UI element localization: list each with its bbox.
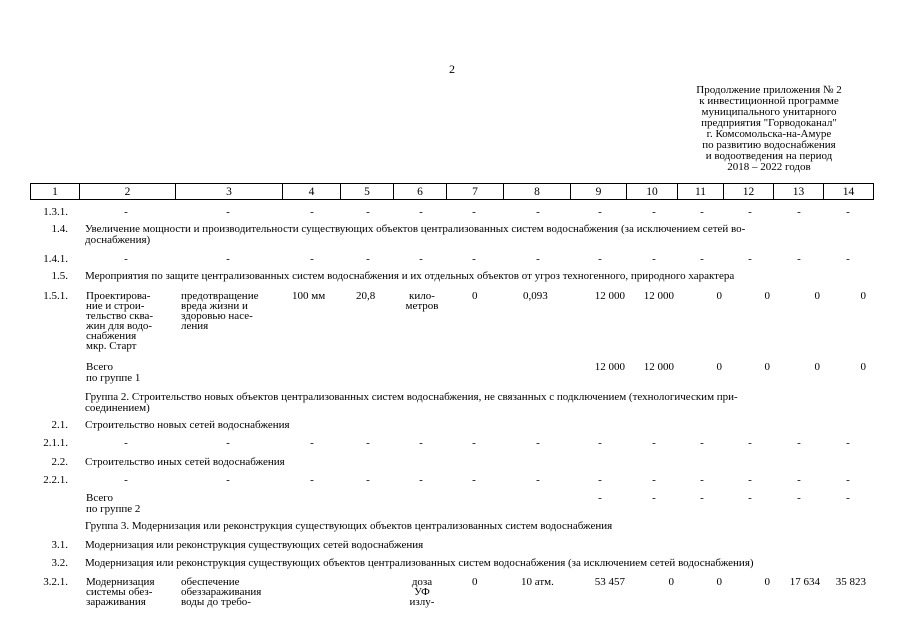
- empty-dash: -: [700, 437, 704, 449]
- text-line: обеспечение: [181, 576, 240, 588]
- empty-dash: -: [226, 206, 230, 218]
- empty-dash: -: [748, 474, 752, 486]
- empty-dash: -: [652, 474, 656, 486]
- empty-dash: -: [536, 206, 540, 218]
- empty-dash: -: [472, 253, 476, 265]
- appendix-line: и водоотведения на период: [705, 150, 833, 162]
- empty-dash: -: [846, 492, 850, 504]
- empty-dash: -: [536, 437, 540, 449]
- empty-dash: -: [846, 253, 850, 265]
- cell-col8: 0,093: [523, 290, 548, 302]
- cell-col14: 35 823: [835, 576, 866, 588]
- empty-dash: -: [419, 437, 423, 449]
- empty-dash: -: [797, 206, 801, 218]
- cell-col5: 20,8: [356, 290, 376, 302]
- text-line: тельство сква-: [86, 310, 154, 322]
- column-header: 4: [283, 184, 341, 200]
- project-goal: [181, 291, 258, 331]
- row-number: 2.1.: [51, 419, 68, 431]
- empty-dash: -: [598, 253, 602, 265]
- empty-dash: -: [310, 474, 314, 486]
- empty-dash: -: [846, 437, 850, 449]
- empty-dash: -: [652, 206, 656, 218]
- appendix-line: к инвестиционной программе: [699, 95, 839, 107]
- text-line: метров: [405, 300, 439, 312]
- column-header: 13: [774, 184, 824, 200]
- column-header: 5: [341, 184, 394, 200]
- row-number: 1.4.1.: [43, 253, 68, 265]
- empty-dash: -: [748, 206, 752, 218]
- cell-col13: 17 634: [789, 576, 820, 588]
- empty-dash: -: [598, 474, 602, 486]
- empty-dash: -: [598, 492, 602, 504]
- cell-col7: 0: [472, 576, 478, 588]
- total-label-cont: по группе 1: [86, 372, 141, 384]
- cell-col12: 0: [764, 576, 770, 588]
- text-line: доза: [411, 576, 433, 588]
- empty-dash: -: [797, 437, 801, 449]
- cell-col11: 0: [716, 361, 722, 373]
- column-header: 6: [394, 184, 447, 200]
- row-number: 1.3.1.: [43, 206, 68, 218]
- empty-dash: -: [846, 474, 850, 486]
- cell-col11: 0: [716, 290, 722, 302]
- total-label: Всего: [86, 492, 113, 504]
- row-number: 3.1.: [51, 539, 68, 551]
- text-line: мкр. Старт: [86, 340, 137, 352]
- empty-dash: -: [700, 492, 704, 504]
- empty-dash: -: [748, 492, 752, 504]
- empty-dash: -: [652, 492, 656, 504]
- empty-dash: -: [472, 474, 476, 486]
- text-line: УФ: [414, 586, 430, 598]
- row-number: 2.2.: [51, 456, 68, 468]
- empty-dash: -: [598, 437, 602, 449]
- text-line: Модернизация: [86, 576, 155, 588]
- empty-dash: -: [366, 474, 370, 486]
- column-header: 11: [678, 184, 724, 200]
- appendix-line: муниципального унитарного: [701, 106, 837, 118]
- text-line: системы обез-: [86, 586, 153, 598]
- section-title: Модернизация или реконструкция существующих объектов централизованных систем водоснабжения (за исключением сетей водоснабжения): [85, 557, 754, 569]
- cell-col11: 0: [716, 576, 722, 588]
- project-name: [86, 291, 153, 351]
- text-line: зараживания: [86, 596, 146, 608]
- text-line: ние и строи-: [86, 300, 145, 312]
- cell-col4: 100 мм: [292, 290, 326, 302]
- section-title: Увеличение мощности и производительности существующих объектов централизованных систем водоснабжения (за исключением сетей во-: [85, 223, 746, 235]
- text-line: предотвращение: [181, 290, 259, 302]
- column-header: 10: [627, 184, 678, 200]
- row-number: 2.1.1.: [43, 437, 68, 449]
- text-line: обеззараживания: [181, 586, 262, 598]
- row-number: 1.5.1.: [43, 290, 68, 302]
- row-number: 2.2.1.: [43, 474, 68, 486]
- project-name: [86, 577, 155, 607]
- cell-col13: 0: [814, 290, 820, 302]
- row-number: 3.2.: [51, 557, 68, 569]
- empty-dash: -: [797, 474, 801, 486]
- cell-col8: 10 атм.: [521, 576, 554, 588]
- group-title-cont: соединением): [85, 402, 150, 414]
- cell-col14: 0: [860, 290, 866, 302]
- empty-dash: -: [310, 206, 314, 218]
- empty-dash: -: [536, 474, 540, 486]
- cell-col6: [397, 577, 447, 607]
- section-title: Строительство иных сетей водоснабжения: [85, 456, 285, 468]
- empty-dash: -: [652, 437, 656, 449]
- empty-dash: -: [124, 253, 128, 265]
- empty-dash: -: [419, 206, 423, 218]
- empty-dash: -: [748, 437, 752, 449]
- empty-dash: -: [124, 474, 128, 486]
- text-line: здоровью насе-: [181, 310, 253, 322]
- text-line: вреда жизни и: [181, 300, 248, 312]
- column-header: 14: [824, 184, 874, 200]
- total-label-cont: по группе 2: [86, 503, 141, 515]
- empty-dash: -: [700, 206, 704, 218]
- cell-col9: 12 000: [594, 361, 625, 373]
- column-header: 8: [504, 184, 571, 200]
- row-number: 3.2.1.: [43, 576, 68, 588]
- text-line: Проектирова-: [86, 290, 151, 302]
- column-header: 1: [31, 184, 80, 200]
- empty-dash: -: [472, 437, 476, 449]
- empty-dash: -: [226, 474, 230, 486]
- empty-dash: -: [652, 253, 656, 265]
- cell-col7: 0: [472, 290, 478, 302]
- appendix-line: предприятия "Горводоканал": [701, 117, 837, 129]
- text-line: ления: [181, 320, 209, 332]
- empty-dash: -: [226, 437, 230, 449]
- group-title: Группа 3. Модернизация или реконструкция существующих объектов централизованных систем водоснабжения: [85, 520, 613, 532]
- appendix-line: по развитию водоснабжения: [702, 139, 836, 151]
- column-header: 2: [80, 184, 176, 200]
- row-number: 1.4.: [51, 223, 68, 235]
- empty-dash: -: [419, 474, 423, 486]
- empty-dash: -: [124, 206, 128, 218]
- empty-dash: -: [846, 206, 850, 218]
- cell-col14: 0: [860, 361, 866, 373]
- appendix-line: г. Комсомольска-на-Амуре: [706, 128, 832, 140]
- cell-col12: 0: [764, 290, 770, 302]
- empty-dash: -: [124, 437, 128, 449]
- appendix-line: Продолжение приложения № 2: [696, 84, 842, 96]
- project-goal: [181, 577, 261, 607]
- column-header: 9: [571, 184, 627, 200]
- total-label: Всего: [86, 361, 113, 373]
- page-number: 2: [449, 62, 455, 76]
- empty-dash: -: [226, 253, 230, 265]
- text-line: снабжения: [86, 330, 137, 342]
- empty-dash: -: [748, 253, 752, 265]
- empty-dash: -: [598, 206, 602, 218]
- cell-col10: 12 000: [643, 361, 674, 373]
- empty-dash: -: [366, 437, 370, 449]
- column-header: 7: [447, 184, 504, 200]
- empty-dash: -: [472, 206, 476, 218]
- empty-dash: -: [797, 253, 801, 265]
- cell-col9: 53 457: [594, 576, 625, 588]
- section-title: Мероприятия по защите централизованных систем водоснабжения и их отдельных объектов от угроз техногенного, природного характера: [85, 270, 735, 282]
- cell-col10: 0: [668, 576, 674, 588]
- text-line: излу-: [409, 596, 435, 608]
- section-title: Модернизация или реконструкция существующих сетей водоснабжения: [85, 539, 424, 551]
- cell-col9: 12 000: [594, 290, 625, 302]
- empty-dash: -: [536, 253, 540, 265]
- empty-dash: -: [310, 253, 314, 265]
- section-title-cont: доснабжения): [85, 234, 151, 246]
- text-line: воды до требо-: [181, 596, 251, 608]
- empty-dash: -: [310, 437, 314, 449]
- column-header: 12: [724, 184, 774, 200]
- cell-col10: 12 000: [643, 290, 674, 302]
- group-title: Группа 2. Строительство новых объектов централизованных систем водоснабжения, не связанных с подключением (технологическим при-: [85, 391, 738, 403]
- cell-col6: [397, 291, 447, 311]
- empty-dash: -: [797, 492, 801, 504]
- column-header: 3: [176, 184, 283, 200]
- column-number-header: [30, 183, 874, 200]
- cell-col12: 0: [764, 361, 770, 373]
- empty-dash: -: [419, 253, 423, 265]
- section-title: Строительство новых сетей водоснабжения: [85, 419, 290, 431]
- empty-dash: -: [700, 253, 704, 265]
- appendix-line: 2018 – 2022 годов: [727, 161, 811, 173]
- appendix-header: [669, 85, 869, 173]
- empty-dash: -: [700, 474, 704, 486]
- text-line: кило-: [409, 290, 435, 302]
- text-line: жин для водо-: [86, 320, 153, 332]
- empty-dash: -: [366, 253, 370, 265]
- cell-col13: 0: [814, 361, 820, 373]
- empty-dash: -: [366, 206, 370, 218]
- row-number: 1.5.: [51, 270, 68, 282]
